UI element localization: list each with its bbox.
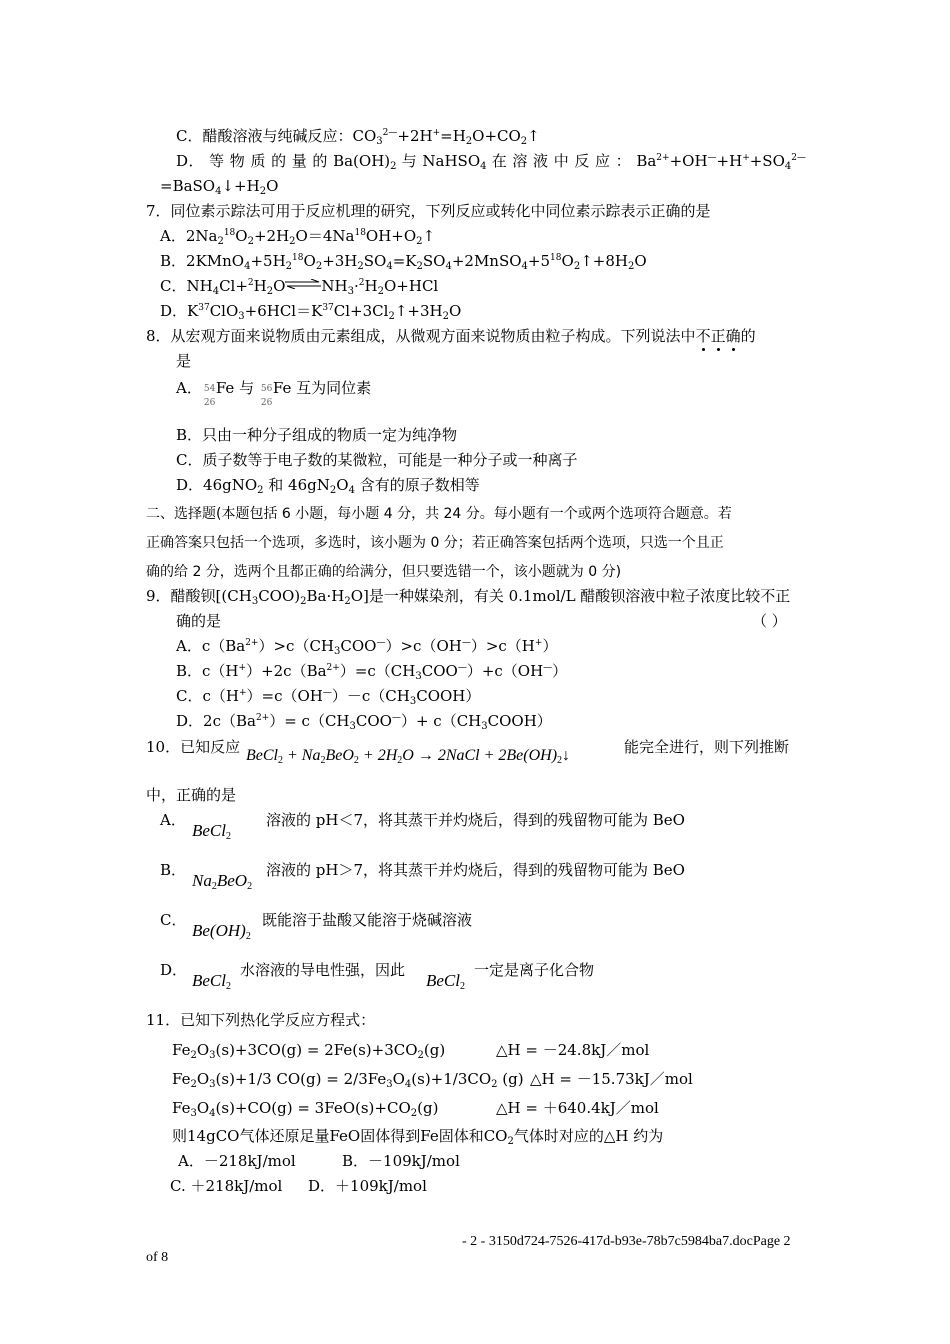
page-footer-line1: - 2 - 3150d724-7526-417d-b93e-78b7c5984ba7.docPage 2 <box>462 1234 791 1249</box>
q10-option-c-text: 既能溶于盐酸又能溶于烧碱溶液 <box>262 911 473 929</box>
q6-option-c: C．醋酸溶液与纯碱反应：$CO_3^{2—}+2H^+=H_2O+CO_2↑$ <box>176 127 540 147</box>
q9-option-a: A．$c(Ba^{2+})>c(CH_3COO^—)>c(OH^—)>c(H^+)$ <box>176 637 558 657</box>
q11-dh3: △H = ＋640.4kJ／mol <box>496 1099 659 1117</box>
q8-option-c: C．质子数等于电子数的某微粒，可能是一种分子或一种离子 <box>176 451 578 469</box>
q10-option-d-text1: 水溶液的导电性强，因此 <box>240 961 406 979</box>
q10-equation: BeCl$_2$ + $Na_2BeO_2 + 2H_2O$ → 2NaCl + $2Be(OH)_2↓$ <box>246 747 571 766</box>
q9-option-d: D．$2c(Ba^{2+})= c(CH_3COO^—)+$ $c(CH_3COOH)$ <box>176 712 552 732</box>
q8-stem-line2: 是 <box>176 352 192 370</box>
q11-dh2: △H = －15.73kJ／mol <box>530 1070 693 1088</box>
q11-option-a: A．－218kJ/mol <box>178 1152 296 1170</box>
q7-option-b: B．$2KMnO_4+5H_2^{18}O_2+3H_2SO_4=K_2SO_4+2MnSO_4+5^{18}O_2↑+8H_2O$ <box>160 252 647 272</box>
q10-option-a-formula: BeCl$_2$ <box>192 821 231 842</box>
q11-option-c: C. ＋218kJ/mol <box>170 1177 283 1195</box>
isotope-54-26: 54 26 <box>203 384 216 408</box>
q8-option-b: B．只由一种分子组成的物质一定为纯净物 <box>176 426 458 444</box>
q6-option-d-line1: D． 等 物 质 的 量 的 $Ba(OH)_2$ 与 NaHSO$_4$ 在 溶 液 中 反 应 ： $Ba^{2+}+OH^—+H^++SO_4^{2—}$ <box>176 152 806 172</box>
q8-stem-line1: 8．从宏观方面来说物质由元素组成，从微观方面来说物质由粒子构成。下列说法中不正确的 <box>146 327 756 345</box>
section2-line2: 正确答案只包括一个选项，多选时，该小题为 0 分；若正确答案包括两个选项，只选一个且正 <box>146 535 724 551</box>
q10-option-b-label: B． <box>160 861 187 879</box>
q9-stem-line1: 9．醋酸钡$[(CH_3COO)_2Ba\cdot H_2O]$是一种媒染剂，有关 0.1mol/L 醋酸钡溶液中粒子浓度比较不正 <box>146 587 791 607</box>
q10-option-d-formula2: BeCl$_2$ <box>426 971 465 992</box>
section2-line1: 二、选择题(本题包括 6 小题，每小题 4 分，共 24 分。每小题有一个或两个选项符合题意。若 <box>146 506 732 522</box>
q11-stem: 11．已知下列热化学反应方程式： <box>146 1011 376 1029</box>
q8-option-a: A． 54 26 Fe 与 56 26 Fe 互为同位素 <box>176 379 372 408</box>
q11-option-b: B．－109kJ/mol <box>342 1152 460 1170</box>
q10-stem-pre: 10．已知反应 <box>146 738 241 756</box>
q7-option-a: A．$2Na_2^{18}O_2+2H_2O=4Na^{18}OH+O_2↑$ <box>160 227 436 247</box>
q9-answer-paren: （ ） <box>752 612 787 630</box>
q7-stem: 7．同位素示踪法可用于反应机理的研究，下列反应或转化中同位素示踪表示正确的是 <box>146 202 711 220</box>
q10-option-d-label: D． <box>160 961 188 979</box>
q10-option-b-text: 溶液的 pH＞7，将其蒸干并灼烧后，得到的残留物可能为 BeO <box>266 861 685 879</box>
q7-option-c: C．$NH_4Cl+^2H_2O$ $NH_3\cdot^2H_2O+HCl$ <box>160 277 439 297</box>
q11-dh1: △H = －24.8kJ／mol <box>496 1041 650 1059</box>
q11-eq3: $Fe_3O_4(s)+CO(g) = 3FeO(s)+CO_2(g)$ <box>172 1099 439 1119</box>
page-footer-line2: of 8 <box>146 1250 169 1265</box>
q10-option-d-formula: BeCl$_2$ <box>192 971 231 992</box>
q7-option-d: D．$K^{37}ClO_3+6HCl=K^{37}Cl+3Cl_2↑+3H_2O$ <box>160 302 462 322</box>
q9-stem-line2: 确的是 <box>176 612 222 630</box>
q8-option-d: D．46gNO$_2$ 和 $46gN_2O_4$ 含有的原子数相等 <box>176 476 480 496</box>
q11-option-d: D．＋109kJ/mol <box>308 1177 427 1195</box>
q10-option-c-label: C． <box>160 911 187 929</box>
equilibrium-arrow-icon <box>285 279 321 289</box>
section2-line3: 确的给 2 分，选两个且都正确的给满分，但只要选错一个，该小题就为 0 分) <box>146 564 622 580</box>
q10-stem-line2: 中，正确的是 <box>146 786 237 804</box>
q6-option-d-line2: $=BaSO_4↓+H_2O$ <box>160 177 279 197</box>
q11-question: 则14gCO气体还原足量FeO固体得到Fe固体和$CO_2$气体时对应的△H 约为 <box>172 1127 664 1147</box>
q10-option-c-formula: $Be(OH)_2$ <box>192 921 251 942</box>
q10-option-b-formula: $Na_2BeO_2$ <box>192 871 253 892</box>
q11-eq2: $Fe_2O_3(s)+1/3$ $CO(g) = 2/3Fe_3O_4(s)+1/3CO_2$ (g) <box>172 1070 524 1090</box>
q11-eq1: $Fe_2O_3(s)+3CO(g) = 2Fe(s)+3CO_2(g)$ <box>172 1041 446 1061</box>
q9-option-b: B．$c(H^+)+2c(Ba^{2+})=c(CH_3COO^—)+c(OH^—)$ <box>176 662 568 682</box>
isotope-56-26: 56 26 <box>260 384 273 408</box>
q10-option-a-text: 溶液的 pH＜7，将其蒸干并灼烧后，得到的残留物可能为 BeO <box>266 811 685 829</box>
q9-option-c: C．$c(H^+)=c(OH^—)-c(CH_3COOH)$ <box>176 687 481 707</box>
q10-stem-post: 能完全进行，则下列推断 <box>624 738 790 756</box>
q10-option-d-text2: 一定是离子化合物 <box>474 961 595 979</box>
q10-option-a-label: A． <box>160 811 186 829</box>
